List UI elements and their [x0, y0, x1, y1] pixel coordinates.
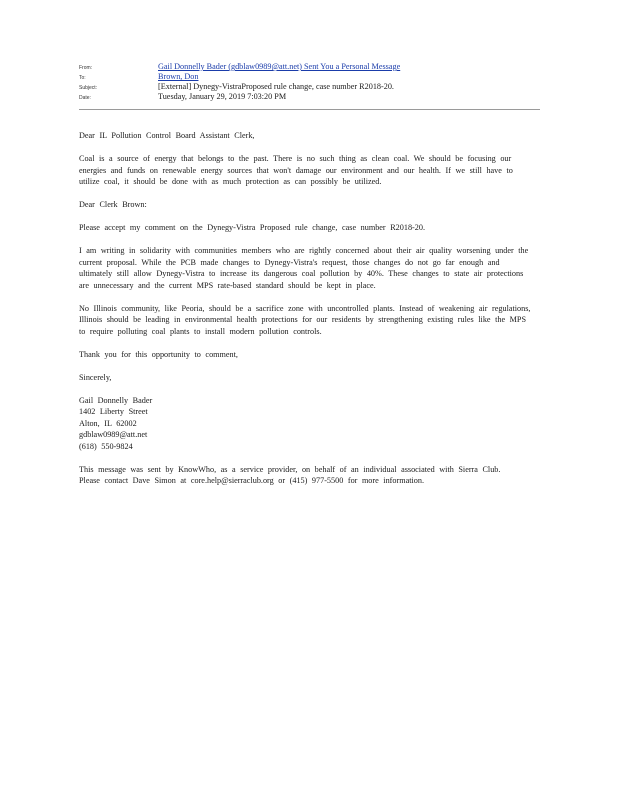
to-value-link[interactable]: Brown, Don: [158, 72, 199, 81]
signature-block: [79, 395, 531, 453]
from-label: From:: [79, 65, 93, 71]
signature-street: 1402 Liberty Street: [79, 407, 148, 416]
footer-line-2: Please contact Dave Simon at core.help@sierraclub.org or (415) 977-5500 for more information.: [79, 476, 425, 485]
subject-value: [External] Dynegy-VistraProposed rule change, case number R2018-20.: [158, 82, 394, 91]
paragraph-comment: Please accept my comment on the Dynegy-Vistra Proposed rule change, case number R2018-20.: [79, 223, 425, 232]
date-value: Tuesday, January 29, 2019 7:03:20 PM: [158, 92, 287, 101]
email-header: [79, 62, 539, 102]
date-row: [79, 92, 539, 102]
greeting-line: Dear IL Pollution Control Board Assistant Clerk,: [79, 131, 255, 140]
paragraph-coal: Coal is a source of energy that belongs to the past. There is no such thing as clean coal. We should be focusing our energies and funds on renewable energy sources that won't damage our environment and our health. If we still have to utilize coal, it should be done with as much protection as can possibly be utilized.: [79, 154, 513, 186]
signature-phone: (618) 550-9824: [79, 441, 133, 451]
to-label: To:: [79, 75, 86, 81]
to-row: [79, 72, 539, 82]
signature-email: gdblaw0989@att.net: [79, 430, 148, 439]
from-value-link[interactable]: Gail Donnelly Bader (gdblaw0989@att.net) Sent You a Personal Message: [158, 62, 401, 71]
footer-note: [79, 464, 531, 487]
message-body: [79, 130, 531, 487]
thanks-line: Thank you for this opportunity to comment,: [79, 349, 238, 359]
closing-line: Sincerely,: [79, 372, 112, 382]
paragraph-solidarity: I am writing in solidarity with communities members who are rightly concerned about their air quality worsening under the current proposal. While the PCB made changes to Dynegy-Vistra's request, those changes do not go far enough and ultimately still allow Dynegy-Vistra to increase its dangerous coal pollution by 40%. These changes to state air protections are unnecessary and the current MPS rate-based standard should be kept in place.: [79, 246, 529, 290]
from-row: [79, 62, 539, 72]
greeting-clerk: Dear Clerk Brown:: [79, 200, 147, 209]
footer-line-1: This message was sent by KnowWho, as a service provider, on behalf of an individual associated with Sierra Club.: [79, 464, 501, 474]
subject-row: [79, 82, 539, 92]
date-label: Date:: [79, 95, 91, 101]
signature-city: Alton, IL 62002: [79, 418, 137, 428]
header-divider: [79, 109, 540, 110]
signature-name: Gail Donnelly Bader: [79, 395, 153, 405]
paragraph-illinois: No Illinois community, like Peoria, should be a sacrifice zone with uncontrolled plants. Instead of weakening air regulations, Illinois should be leading in environmental health protections for our residents by strengthening existing rules like the MPS to require polluting coal plants to install modern pollution controls.: [79, 303, 531, 336]
subject-label: Subject:: [79, 85, 98, 91]
